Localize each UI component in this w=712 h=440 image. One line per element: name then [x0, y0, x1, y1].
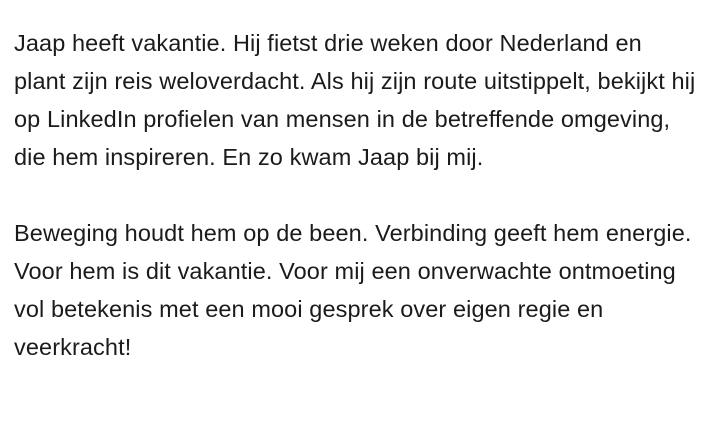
paragraph-1: Jaap heeft vakantie. Hij fietst drie weken door Nederland en plant zijn reis weloverdacht. Als hij zijn route uitstippelt, bekijkt hij op LinkedIn profielen van mensen in de betreffende omgeving, die hem inspireren. En zo kwam Jaap bij mij.: [14, 30, 696, 170]
paragraph-2: Beweging houdt hem op de been. Verbinding geeft hem energie. Voor hem is dit vakantie. Voor mij een onverwachte ontmoeting vol betekenis met een mooi gesprek over eigen regie en veerkracht!: [14, 220, 692, 360]
